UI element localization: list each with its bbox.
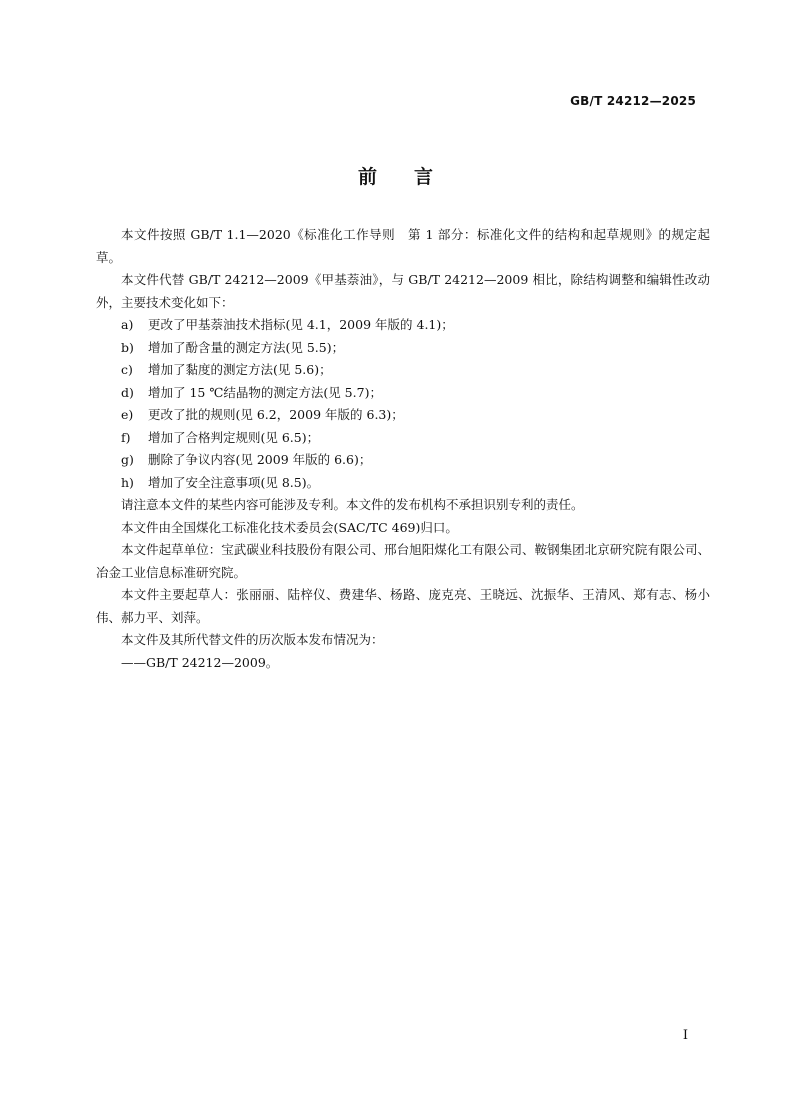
title-char-1: 前 xyxy=(357,166,378,188)
change-label: g) xyxy=(121,452,134,467)
change-item-b xyxy=(96,337,710,360)
change-label: e) xyxy=(121,407,134,422)
change-label: f) xyxy=(121,429,131,445)
foreword-body xyxy=(96,224,710,674)
standard-number: GB/T 24212—2025 xyxy=(570,94,696,108)
change-text: 更改了批的规则(见 6.2，2009 年版的 6.3)； xyxy=(148,407,404,422)
change-item-c xyxy=(96,359,710,382)
change-text: 删除了争议内容(见 2009 年版的 6.6)； xyxy=(148,452,372,467)
change-item-f xyxy=(96,427,710,450)
change-text: 增加了 15 ℃结晶物的测定方法(见 5.7)； xyxy=(148,384,382,400)
change-text: 增加了酚含量的测定方法(见 5.5)； xyxy=(148,339,345,355)
patent-notice: 请注意本文件的某些内容可能涉及专利。本文件的发布机构不承担识别专利的责任。 xyxy=(121,497,584,512)
replaces-paragraph: 本文件代替 GB/T 24212—2009《甲基萘油》，与 GB/T 24212—2009 相比，除结构调整和编辑性改动外，主要技术变化如下： xyxy=(96,272,710,310)
change-label: c) xyxy=(121,362,133,377)
change-item-a xyxy=(96,314,710,337)
change-text: 增加了合格判定规则(见 6.5)； xyxy=(148,429,320,445)
title-char-2: 言 xyxy=(414,166,435,188)
change-label: d) xyxy=(121,384,134,400)
change-text: 增加了黏度的测定方法(见 5.6)； xyxy=(148,362,332,377)
change-label: h) xyxy=(121,474,134,490)
page-number: I xyxy=(682,1028,688,1043)
change-item-e xyxy=(96,404,710,427)
change-item-d xyxy=(96,382,710,405)
change-text: 增加了安全注意事项(见 8.5)。 xyxy=(148,474,320,490)
change-label: a) xyxy=(121,317,134,332)
change-item-g xyxy=(96,449,710,472)
page-title xyxy=(0,162,792,189)
committee-paragraph: 本文件由全国煤化工标准化技术委员会(SAC/TC 469)归口。 xyxy=(121,519,458,535)
change-item-h xyxy=(96,472,710,495)
history-item: ——GB/T 24212—2009。 xyxy=(121,654,279,670)
change-label: b) xyxy=(121,339,134,355)
drafting-units-paragraph: 本文件起草单位：宝武碳业科技股份有限公司、邢台旭阳煤化工有限公司、鞍钢集团北京研究院有限公司、冶金工业信息标准研究院。 xyxy=(96,542,710,580)
drafters-paragraph: 本文件主要起草人：张丽丽、陆梓仪、费建华、杨路、庞克亮、王晓远、沈振华、王清风、郑有志、杨小伟、郝力平、刘萍。 xyxy=(96,587,710,625)
change-text: 更改了甲基萘油技术指标(见 4.1，2009 年版的 4.1)； xyxy=(148,317,454,332)
drafting-rule-paragraph: 本文件按照 GB/T 1.1—2020《标准化工作导则 第 1 部分：标准化文件的结构和起草规则》的规定起草。 xyxy=(96,227,710,265)
history-intro-paragraph: 本文件及其所代替文件的历次版本发布情况为： xyxy=(121,632,384,647)
